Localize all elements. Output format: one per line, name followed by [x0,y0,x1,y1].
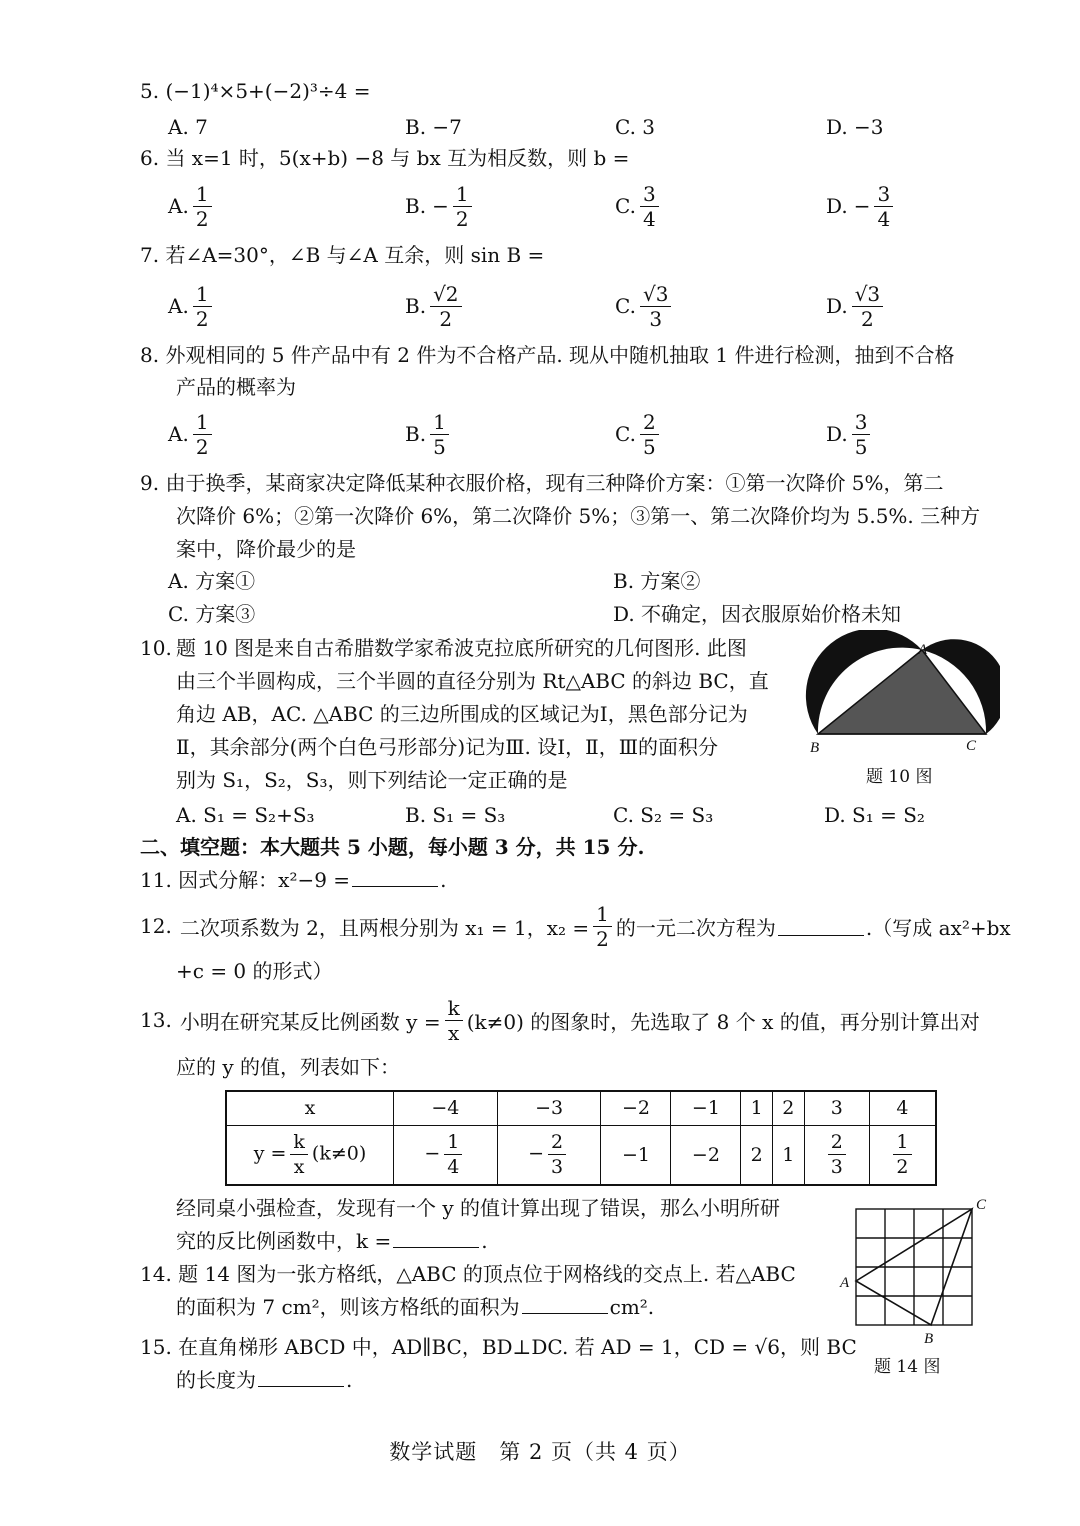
q13-table-head-denominator: x [293,1156,305,1179]
q13-answer-blank[interactable] [393,1229,479,1248]
q7-option-b-letter: B. [405,294,427,318]
q13-line3: 经同桌小强检查，发现有一个 y 的值计算出现了错误，那么小明所研 [176,1196,781,1220]
q5-text: (−1)⁴×5+(−2)³÷4 = [165,79,371,103]
q6-option-a-denominator: 2 [195,206,209,231]
q8-option-a-numerator: 1 [193,410,212,435]
q6-option-d-numerator: 3 [874,182,893,207]
q6-option-c-numerator: 3 [640,182,659,207]
q14-text-1: 题 14 图为一张方格纸，△ABC 的顶点位于网格线的交点上. 若△ABC [178,1262,796,1286]
q6-option-d [826,182,897,230]
q15-number: 15. [140,1335,172,1359]
q6-option-b-numerator: 1 [453,182,472,207]
q7-option-c-fraction [640,282,671,331]
q10-line-2: 由三个半圆构成，三个半圆的直径分别为 Rt△ABC 的斜边 BC，直 [176,669,769,693]
q9-number: 9. [140,471,160,495]
q13-text-post: (k≠0) 的图象时，先选取了 8 个 x 的值，再分别计算出对 [466,1009,980,1034]
q7-option-d [826,282,887,330]
q13-table [225,1090,937,1186]
table-cell: −2 [601,1091,671,1125]
q8-option-c-numerator: 2 [640,410,659,435]
q14-label-c: C [976,1197,987,1213]
table-cell [394,1125,498,1185]
q6-text: 当 x=1 时，5(x+b) −8 与 bx 互为相反数，则 b = [165,146,630,170]
table-cell: −4 [394,1091,498,1125]
q6-option-b-letter: B. [405,194,427,218]
q14-grid [856,1209,972,1325]
q6-option-b-sign: − [432,194,449,218]
q13-line4 [176,1226,488,1256]
q5-number: 5. [140,79,160,103]
q15-line2-text: 的长度为 [176,1368,256,1392]
q8-option-b-fraction [430,410,449,459]
section-2-heading: 二、填空题：本大题共 5 小题，每小题 3 分，共 15 分. [140,835,645,859]
q7-option-d-letter: D. [826,294,848,318]
q12-line1 [140,902,1011,950]
q6-number: 6. [140,146,160,170]
q13-table-head-condition: (k≠0) [311,1142,367,1165]
q7-option-c-denominator: 3 [649,306,663,331]
cell-numerator: 1 [893,1130,911,1155]
q10-label-c: C [966,738,977,754]
q12-line2: +c = 0 的形式） [176,959,333,983]
q9-stem-line2: 次降价 6%；②第一次降价 6%，第二次降价 5%；③第一、第二次降价均为 5.5%. 三种方 [176,504,981,528]
q13-line4-end: . [481,1229,488,1253]
page-footer: 数学试题 第 2 页（共 4 页） [389,1440,691,1464]
q8-option-a-fraction [193,410,212,459]
cell-numerator: 2 [828,1130,846,1155]
q10-line-4: Ⅱ，其余部分(两个白色弓形部分)记为Ⅲ. 设Ⅰ，Ⅱ，Ⅲ的面积分 [176,735,718,759]
q8-number: 8. [140,343,160,367]
q13-fraction-denominator: x [448,1020,460,1045]
q12-text-post: .（写成 ax²+bx [865,915,1011,940]
table-cell: 1 [741,1091,773,1125]
q12-fraction-denominator: 2 [596,926,609,951]
table-cell: 4 [869,1091,936,1125]
cell-numerator: 1 [444,1130,462,1155]
q7-text: 若∠A=30°，∠B 与∠A 互余，则 sin B = [165,243,545,267]
q8-option-b-letter: B. [405,422,427,446]
cell-fraction [444,1130,462,1179]
q13-line2: 应的 y 的值，列表如下： [176,1055,401,1079]
q7-option-c [615,282,675,330]
q14-figure-caption: 题 14 图 [874,1357,941,1377]
q8-option-c-letter: C. [615,422,636,446]
table-cell: −3 [497,1091,601,1125]
q8-text-1: 外观相同的 5 件产品中有 2 件为不合格产品. 现从中随机抽取 1 件进行检测，抽到不合格 [165,343,955,367]
q15-answer-blank[interactable] [258,1368,344,1387]
q6-option-a-letter: A. [168,194,189,218]
q14-line2-unit: cm². [609,1295,655,1319]
q10-line-1: 题 10 图是来自古希腊数学家希波克拉底所研究的几何图形. 此图 [176,636,747,660]
q12-text-pre: 二次项系数为 2，且两根分别为 x₁ = 1，x₂ = [179,915,590,940]
q8-option-a-letter: A. [168,422,189,446]
q11 [140,865,446,895]
q8-option-b [405,410,453,458]
q13-fraction-numerator: k [445,996,463,1021]
q12-number: 12. [140,914,172,938]
q13-table-head-numerator: k [290,1130,308,1155]
q7-option-b-fraction [430,282,461,331]
q15-line1 [140,1332,857,1362]
q6-option-c-fraction [640,182,659,231]
q12-fraction [593,902,612,951]
q6-option-d-sign: − [853,194,871,218]
table-cell: 3 [804,1091,869,1125]
cell-denominator: 3 [551,1156,564,1179]
table-cell [804,1125,869,1185]
q8-option-d-fraction [852,410,871,459]
table-cell [497,1125,601,1185]
q7-option-a-letter: A. [168,294,189,318]
q6-stem [140,143,629,173]
q5-option-c: C. 3 [615,115,656,139]
q9-stem-line3: 案中，降价最少的是 [176,537,356,561]
q7-number: 7. [140,243,160,267]
q8-option-d-letter: D. [826,422,848,446]
q8-option-c [615,410,663,458]
q14-line1 [140,1259,796,1289]
q7-option-a [168,282,216,330]
q8-option-d-denominator: 5 [854,434,868,459]
q10-label-b: B [810,740,820,756]
q7-option-a-denominator: 2 [195,306,209,331]
q11-end: . [440,868,447,892]
q10-line-3: 角边 AB，AC. △ABC 的三边所围成的区域记为Ⅰ，黑色部分记为 [176,702,748,726]
q6-option-d-denominator: 4 [877,206,891,231]
q7-stem [140,240,544,270]
table-cell: 1 [772,1125,804,1185]
q8-option-b-numerator: 1 [430,410,449,435]
q5-option-a: A. 7 [168,115,208,139]
q13-table-head-x: x [226,1091,394,1125]
q7-option-a-numerator: 1 [193,282,212,307]
q7-option-b [405,282,466,330]
q6-option-c-letter: C. [615,194,636,218]
q10-number: 10. [140,636,172,660]
q8-option-c-fraction [640,410,659,459]
q15-text-1: 在直角梯形 ABCD 中，AD∥BC，BD⊥DC. 若 AD = 1，CD = √6，则 BC [178,1335,857,1359]
q15-line2-end: . [346,1368,353,1392]
cell-sign: − [528,1142,545,1165]
q7-option-b-numerator: √2 [430,282,461,307]
q5-option-b: B. −7 [405,115,462,139]
q14-figure [836,1195,996,1345]
q14-answer-blank[interactable] [522,1295,608,1314]
q12-answer-blank[interactable] [778,917,864,936]
q13-table-row-y [226,1125,936,1185]
q8-option-a [168,410,216,458]
q9-option-c: C. 方案③ [168,602,256,626]
q6-option-b [405,182,476,230]
q13-table-y-label: y = [253,1142,287,1165]
table-cell: 2 [741,1125,773,1185]
table-cell: −1 [671,1091,741,1125]
q14-number: 14. [140,1262,172,1286]
q13-table-head-fraction [290,1130,308,1179]
q15-line2 [176,1365,352,1395]
q7-option-c-letter: C. [615,294,636,318]
cell-fraction [548,1130,566,1179]
q13-table-head-y [226,1125,394,1185]
q6-option-d-letter: D. [826,194,848,218]
q9-text-1: 由于换季，某商家决定降低某种衣服价格，现有三种降价方案：①第一次降价 5%，第二 [165,471,944,495]
q13-line1 [140,996,980,1044]
q8-option-d-numerator: 3 [852,410,871,435]
q7-option-c-numerator: √3 [640,282,671,307]
q7-option-a-fraction [193,282,212,331]
q8-stem-line1 [140,340,955,370]
q11-text: 因式分解：x²−9 = [178,868,351,892]
q7-option-d-denominator: 2 [861,306,874,331]
q6-option-a-numerator: 1 [193,182,212,207]
q9-option-a: A. 方案① [168,569,256,593]
cell-denominator: 3 [830,1156,843,1179]
q9-option-b: B. 方案② [613,569,701,593]
table-cell: 2 [772,1091,804,1125]
q10-line-5: 别为 S₁，S₂，S₃，则下列结论一定正确的是 [176,768,568,792]
q10-option-a: A. S₁ = S₂+S₃ [176,803,315,827]
table-cell: −2 [671,1125,741,1185]
q10-option-c: C. S₂ = S₃ [613,803,714,827]
q14-line2 [176,1292,654,1322]
cell-sign: − [424,1142,441,1165]
q13-line4-text: 究的反比例函数中，k = [176,1229,392,1253]
q11-number: 11. [140,868,172,892]
q8-option-c-denominator: 5 [642,434,656,459]
cell-fraction [893,1130,911,1179]
q14-line2-text: 的面积为 7 cm²，则该方格纸的面积为 [176,1295,520,1319]
q7-option-d-numerator: √3 [852,282,883,307]
q12-fraction-numerator: 1 [593,902,612,927]
q9-option-d: D. 不确定，因衣服原始价格未知 [613,602,902,626]
q13-table-row-x [226,1091,936,1125]
q10-figure-caption: 题 10 图 [866,767,933,787]
q8-option-d [826,410,874,458]
q6-option-b-denominator: 2 [455,206,469,231]
q6-option-a-fraction [193,182,212,231]
q8-option-a-denominator: 2 [195,434,209,459]
q6-option-b-fraction [453,182,472,231]
q9-stem-line1 [140,468,944,498]
cell-fraction [828,1130,846,1179]
table-cell [869,1125,936,1185]
q13-number: 13. [140,1008,172,1032]
q11-answer-blank[interactable] [352,868,438,887]
q6-option-c [615,182,663,230]
q8-option-b-denominator: 5 [433,434,446,459]
q5-option-d: D. −3 [826,115,884,139]
q10-label-a: A [918,642,928,658]
q6-option-d-fraction [874,182,893,231]
q14-label-a: A [840,1275,850,1291]
q14-label-b: B [924,1331,934,1345]
q10-option-b: B. S₁ = S₃ [405,803,506,827]
q5-stem [140,76,371,106]
cell-numerator: 2 [548,1130,566,1155]
q13-text-pre: 小明在研究某反比例函数 y = [179,1009,441,1034]
q10-figure [800,630,1000,760]
q7-option-b-denominator: 2 [439,306,453,331]
q12-text-mid: 的一元二次方程为 [615,915,776,940]
cell-denominator: 4 [447,1156,460,1179]
q6-option-c-denominator: 4 [642,206,656,231]
q8-stem-line2: 产品的概率为 [176,375,296,399]
cell-denominator: 2 [896,1156,909,1179]
q13-fraction [445,996,463,1045]
q7-option-d-fraction [852,282,883,331]
q10-option-d: D. S₁ = S₂ [824,803,925,827]
q6-option-a [168,182,216,230]
table-cell: −1 [601,1125,671,1185]
